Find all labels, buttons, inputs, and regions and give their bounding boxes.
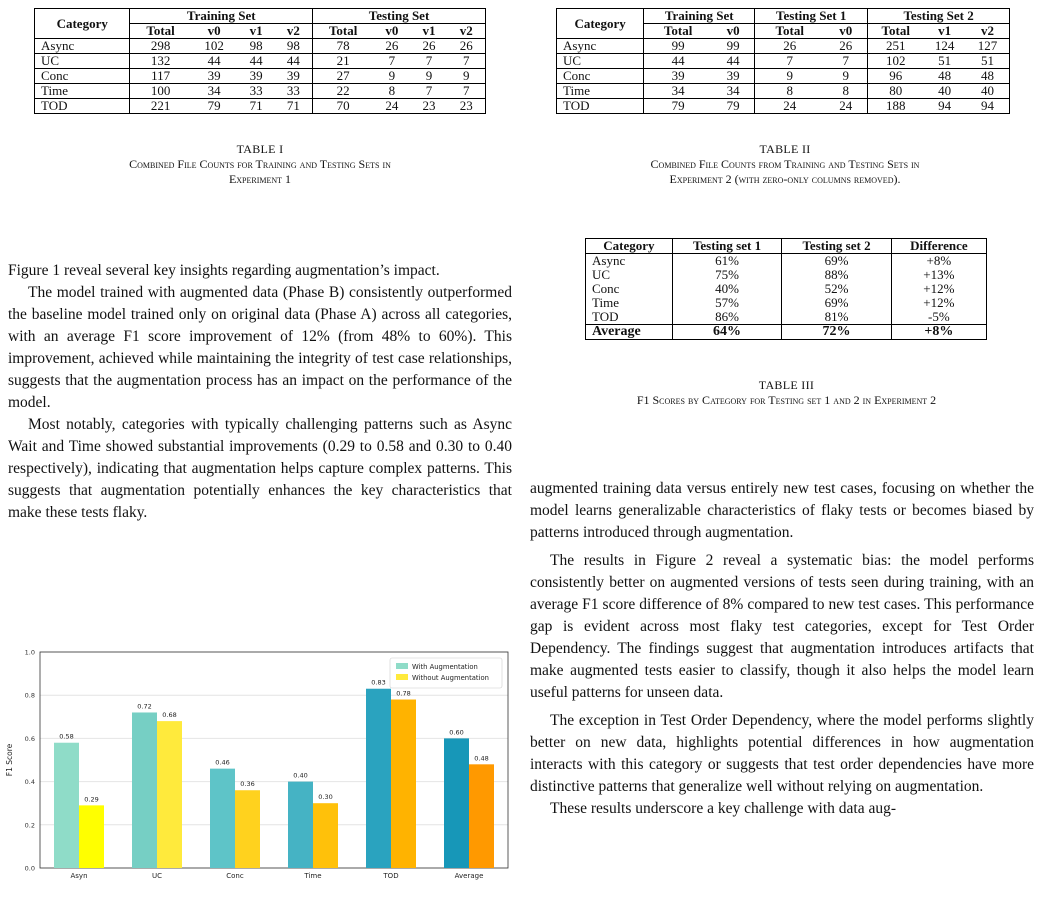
- table-1-label: TABLE I: [236, 142, 284, 156]
- table-cell: 40%: [672, 282, 782, 296]
- table-cell: 98: [275, 39, 313, 54]
- table-cell: 80: [868, 84, 924, 99]
- table-row: [586, 310, 987, 325]
- table-2-caption-line-2: Experiment 2 (with zero-only columns removed).: [669, 172, 901, 186]
- table-2-subheader: v1: [923, 24, 966, 39]
- table-cell: Time: [557, 84, 644, 99]
- table-cell: 44: [644, 54, 712, 69]
- table-3-header-row: [586, 239, 987, 254]
- table-cell: 7: [448, 84, 486, 99]
- table-cell: 88%: [782, 268, 892, 282]
- table-cell: 79: [712, 99, 755, 114]
- table-cell: UC: [557, 54, 644, 69]
- table-cell: 102: [191, 39, 238, 54]
- bar-value-label: 0.29: [84, 795, 99, 804]
- table-cell: 79: [644, 99, 712, 114]
- y-tick-label: 0.0: [24, 864, 35, 873]
- table-cell: 27: [313, 69, 374, 84]
- table-2-header-training: Training Set: [644, 9, 755, 24]
- table-2-subheader: v2: [966, 24, 1010, 39]
- table-cell: 44: [191, 54, 238, 69]
- y-axis-label: F1 Score: [5, 743, 14, 777]
- right-paragraph-4: These results underscore a key challenge with data aug-: [550, 800, 897, 817]
- right-paragraph-2: The results in Figure 2 reveal a systematic bias: the model performs consistently better on augmented versions of tests seen during training, with an average F1 score difference of 8% compared to new test cases. This performance gap is evident across most flaky test categories, except for Test Order Dependency. The findings suggest that augmentation introduces artifacts that make augmented tests easier to classify, though it also helps the model learn useful patterns for unseen data.: [530, 552, 1034, 701]
- table-cell: 7: [755, 54, 825, 69]
- table-cell: 79: [191, 99, 238, 114]
- table-cell: 78: [313, 39, 374, 54]
- table-cell: 102: [868, 54, 924, 69]
- table-row: [35, 54, 486, 69]
- table-cell: 8: [373, 84, 410, 99]
- table-cell: 26: [448, 39, 486, 54]
- bar-value-label: 0.78: [396, 689, 411, 698]
- table-cell: TOD: [586, 310, 673, 325]
- table-3-label: TABLE III: [758, 378, 815, 392]
- table-1: [34, 8, 486, 114]
- bar-value-label: 0.72: [137, 702, 152, 711]
- x-tick-label: Conc: [226, 872, 244, 880]
- table-cell: 94: [966, 99, 1010, 114]
- x-tick-label: TOD: [383, 872, 399, 880]
- table-cell: 24: [755, 99, 825, 114]
- table-row: [586, 254, 987, 269]
- table-cell: 21: [313, 54, 374, 69]
- table-cell: Async: [35, 39, 130, 54]
- bar: [391, 700, 416, 868]
- table-cell: 9: [448, 69, 486, 84]
- table-cell: 100: [130, 84, 191, 99]
- bar: [313, 803, 338, 868]
- table-cell: +12%: [891, 282, 986, 296]
- table-cell: 34: [644, 84, 712, 99]
- table-cell: 71: [238, 99, 275, 114]
- table-row: [586, 296, 987, 310]
- left-paragraph-1: Figure 1 reveal several key insights regarding augmentation’s impact.: [8, 262, 440, 279]
- table-cell: 51: [923, 54, 966, 69]
- x-tick-label: Time: [304, 872, 322, 880]
- y-tick-label: 0.8: [24, 691, 35, 700]
- table-cell: 99: [644, 39, 712, 54]
- table-cell: 7: [410, 84, 447, 99]
- table-cell: 57%: [672, 296, 782, 310]
- table-3-average-cell: 72%: [782, 325, 892, 340]
- table-cell: UC: [35, 54, 130, 69]
- table-cell: 99: [712, 39, 755, 54]
- table-cell: 94: [923, 99, 966, 114]
- left-paragraph-2: The model trained with augmented data (Phase B) consistently outperformed the baseline model trained only on original data (Phase A) across all categories, with an average F1 score improvement of 12% (from 48% to 60%). This improvement, achieved while maintaining the integrity of test case relationships, suggests that the augmentation process has an impact on the performance of the model.: [8, 284, 512, 411]
- table-cell: 124: [923, 39, 966, 54]
- table-3-caption: [530, 378, 1043, 408]
- table-2-subheader: Total: [644, 24, 712, 39]
- table-cell: 34: [712, 84, 755, 99]
- y-tick-label: 0.2: [24, 821, 35, 830]
- x-tick-label: Average: [454, 872, 484, 880]
- table-cell: 98: [238, 39, 275, 54]
- left-paragraph-3: Most notably, categories with typically challenging patterns such as Async Wait and Time showed substantial improvements (0.29 to 0.58 and 0.30 to 0.40 respectively), indicating that augmentation helps capture complex patterns. This suggests that augmentation potentially enhances the key characteristics that make these tests flaky.: [8, 416, 512, 521]
- bar-value-label: 0.40: [293, 771, 308, 780]
- y-tick-label: 1.0: [24, 648, 35, 657]
- table-cell: 96: [868, 69, 924, 84]
- table-cell: TOD: [35, 99, 130, 114]
- table-3-average-row: [586, 325, 987, 340]
- table-cell: Async: [586, 254, 673, 269]
- table-3-header: Testing set 1: [672, 239, 782, 254]
- table-cell: 7: [448, 54, 486, 69]
- table-cell: 127: [966, 39, 1010, 54]
- table-3-header: Difference: [891, 239, 986, 254]
- table-2: [556, 8, 1010, 114]
- table-cell: 81%: [782, 310, 892, 325]
- table-row: [557, 69, 1010, 84]
- table-1-caption-line-2: Experiment 1: [228, 172, 292, 186]
- table-cell: Conc: [557, 69, 644, 84]
- table-row: [35, 99, 486, 114]
- table-2-subheader: Total: [755, 24, 825, 39]
- table-cell: 7: [410, 54, 447, 69]
- table-1-caption: [20, 142, 500, 187]
- table-3-header: Category: [586, 239, 673, 254]
- table-cell: +12%: [891, 296, 986, 310]
- table-cell: 221: [130, 99, 191, 114]
- bar: [157, 721, 182, 868]
- table-cell: 117: [130, 69, 191, 84]
- left-column-text: [8, 260, 512, 524]
- table-cell: 188: [868, 99, 924, 114]
- table-2-subheader: Total: [868, 24, 924, 39]
- table-cell: 24: [373, 99, 410, 114]
- table-cell: 44: [275, 54, 313, 69]
- table-cell: 22: [313, 84, 374, 99]
- table-1-subheader: v1: [410, 24, 447, 39]
- table-cell: 26: [373, 39, 410, 54]
- table-cell: 48: [923, 69, 966, 84]
- table-2-header-testing-1: Testing Set 1: [755, 9, 868, 24]
- table-1-subheader: Total: [313, 24, 374, 39]
- bar-value-label: 0.60: [449, 728, 464, 737]
- table-cell: 69%: [782, 296, 892, 310]
- table-cell: 69%: [782, 254, 892, 269]
- bar-value-label: 0.46: [215, 758, 230, 767]
- table-cell: 7: [824, 54, 867, 69]
- table-cell: 26: [755, 39, 825, 54]
- table-cell: 48: [966, 69, 1010, 84]
- table-row: [35, 69, 486, 84]
- bar-value-label: 0.68: [162, 711, 177, 720]
- bar: [79, 805, 104, 868]
- table-row: [35, 39, 486, 54]
- table-cell: 9: [824, 69, 867, 84]
- y-tick-label: 0.6: [24, 734, 35, 743]
- table-cell: 71: [275, 99, 313, 114]
- table-2-header-category: Category: [557, 9, 644, 39]
- bar: [132, 712, 157, 868]
- legend-swatch: [396, 674, 408, 680]
- table-cell: 8: [824, 84, 867, 99]
- table-cell: 40: [923, 84, 966, 99]
- x-tick-label: Asyn: [70, 872, 88, 880]
- table-cell: Conc: [586, 282, 673, 296]
- table-cell: 75%: [672, 268, 782, 282]
- table-2-caption: [540, 142, 1030, 187]
- table-3-caption-line: F1 Scores by Category for Testing set 1 and 2 in Experiment 2: [636, 393, 937, 407]
- bar-value-label: 0.36: [240, 780, 255, 789]
- table-cell: 39: [191, 69, 238, 84]
- table-row: [557, 39, 1010, 54]
- table-1-subheader: v0: [373, 24, 410, 39]
- table-row: [35, 84, 486, 99]
- right-paragraph-3: The exception in Test Order Dependency, where the model performs slightly better on new data, highlights potential differences in how augmentation interacts with this category or suggests that test order dependencies have more distinctive patterns that generalize well without relying on augmentation.: [530, 712, 1034, 795]
- table-3-average-cell: Average: [586, 325, 673, 340]
- legend-label: With Augmentation: [412, 663, 478, 671]
- table-cell: 26: [824, 39, 867, 54]
- y-tick-label: 0.4: [24, 778, 35, 787]
- table-cell: -5%: [891, 310, 986, 325]
- table-cell: 23: [448, 99, 486, 114]
- bar-value-label: 0.48: [474, 754, 489, 763]
- table-cell: 51: [966, 54, 1010, 69]
- table-2-subheader: v0: [824, 24, 867, 39]
- table-1-subheader: v2: [448, 24, 486, 39]
- table-cell: 61%: [672, 254, 782, 269]
- table-2-header-testing-2: Testing Set 2: [868, 9, 1010, 24]
- bar: [288, 782, 313, 868]
- bar-value-label: 0.83: [371, 678, 386, 687]
- table-cell: 7: [373, 54, 410, 69]
- table-cell: TOD: [557, 99, 644, 114]
- table-2-label: TABLE II: [759, 142, 811, 156]
- table-cell: 39: [275, 69, 313, 84]
- table-cell: 9: [410, 69, 447, 84]
- bar-value-label: 0.58: [59, 732, 74, 741]
- bar-value-label: 0.30: [318, 793, 333, 802]
- table-cell: 44: [712, 54, 755, 69]
- table-3: [585, 238, 987, 340]
- table-cell: 251: [868, 39, 924, 54]
- table-2-subheader: v0: [712, 24, 755, 39]
- table-cell: +13%: [891, 268, 986, 282]
- table-1-header-category: Category: [35, 9, 130, 39]
- table-cell: 39: [238, 69, 275, 84]
- table-cell: 33: [238, 84, 275, 99]
- table-1-subheader: v2: [275, 24, 313, 39]
- table-row: [557, 84, 1010, 99]
- bar: [469, 764, 494, 868]
- table-cell: 8: [755, 84, 825, 99]
- table-1-caption-line-1: Combined File Counts for Training and Testing Sets in: [129, 157, 391, 171]
- table-cell: 40: [966, 84, 1010, 99]
- table-cell: UC: [586, 268, 673, 282]
- table-cell: 34: [191, 84, 238, 99]
- table-cell: 52%: [782, 282, 892, 296]
- right-paragraph-1: augmented training data versus entirely new test cases, focusing on whether the model learns generalizable characteristics of flaky tests or becomes biased by patterns introduced through augmentation.: [530, 480, 1034, 541]
- right-column-text: [530, 478, 1034, 820]
- table-3-average-cell: +8%: [891, 325, 986, 340]
- table-cell: 44: [238, 54, 275, 69]
- table-cell: +8%: [891, 254, 986, 269]
- table-cell: Async: [557, 39, 644, 54]
- table-cell: Time: [35, 84, 130, 99]
- table-cell: Conc: [35, 69, 130, 84]
- f1-score-bar-chart: [0, 640, 515, 886]
- table-1-subheader: Total: [130, 24, 191, 39]
- table-row: [586, 268, 987, 282]
- table-cell: 23: [410, 99, 447, 114]
- table-cell: 70: [313, 99, 374, 114]
- table-cell: 132: [130, 54, 191, 69]
- table-cell: 24: [824, 99, 867, 114]
- bar: [366, 689, 391, 868]
- bar: [444, 738, 469, 868]
- table-cell: 86%: [672, 310, 782, 325]
- bar: [235, 790, 260, 868]
- table-1-subheader: v0: [191, 24, 238, 39]
- table-row: [557, 54, 1010, 69]
- table-3-average-cell: 64%: [672, 325, 782, 340]
- table-cell: 26: [410, 39, 447, 54]
- table-2-caption-line-1: Combined File Counts from Training and Testing Sets in: [650, 157, 920, 171]
- table-3-header: Testing set 2: [782, 239, 892, 254]
- bar: [210, 769, 235, 868]
- legend-label: Without Augmentation: [412, 674, 489, 682]
- table-cell: Time: [586, 296, 673, 310]
- table-1-subheader: v1: [238, 24, 275, 39]
- table-cell: 39: [712, 69, 755, 84]
- table-cell: 39: [644, 69, 712, 84]
- table-row: [586, 282, 987, 296]
- table-row: [557, 99, 1010, 114]
- table-cell: 9: [755, 69, 825, 84]
- x-tick-label: UC: [151, 872, 163, 880]
- table-1-header-training: Training Set: [130, 9, 313, 24]
- table-1-header-testing: Testing Set: [313, 9, 486, 24]
- bar: [54, 743, 79, 868]
- table-cell: 9: [373, 69, 410, 84]
- legend-swatch: [396, 663, 408, 669]
- table-cell: 33: [275, 84, 313, 99]
- table-cell: 298: [130, 39, 191, 54]
